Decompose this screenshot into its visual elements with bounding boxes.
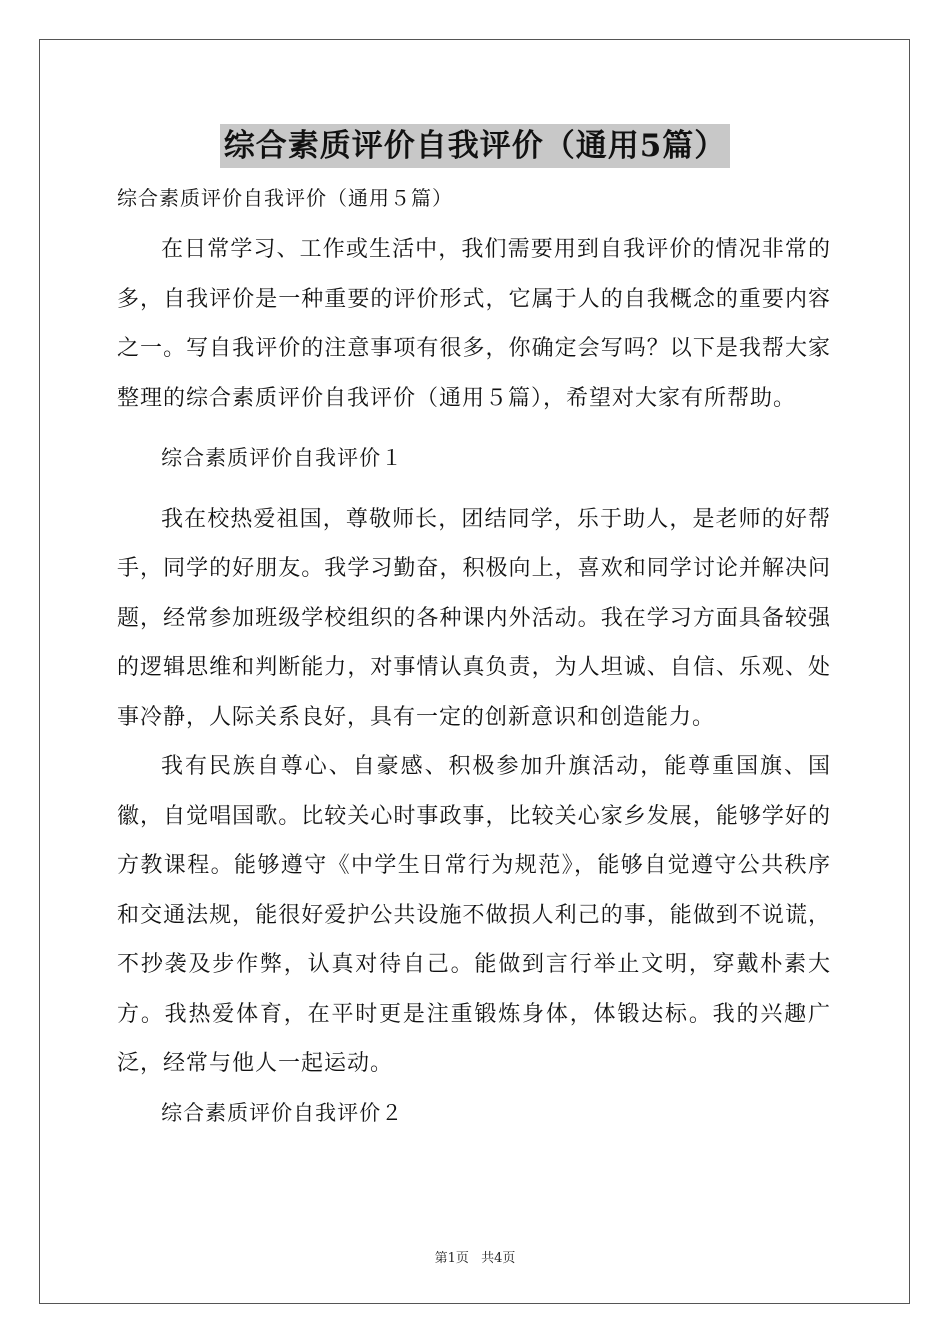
spacer <box>117 423 831 434</box>
section1-paragraph-2: 我有民族自尊心、自豪感、积极参加升旗活动，能尊重国旗、国徽，自觉唱国歌。比较关心时事政事，比较关心家乡发展，能够学好的方教课程。能够遵守《中学生日常行为规范》，能够自觉遵守公共秩序和交通法规，能很好爱护公共设施不做损人利己的事，能做到不说谎，不抄袭及步作弊，认真对待自己。能做到言行举止文明，穿戴朴素大方。我热爱体育，在平时更是注重锻炼身体，体锻达标。我的兴趣广泛，经常与他人一起运动。 <box>117 754 831 1076</box>
page-total: 共4页 <box>481 1251 516 1266</box>
section-heading-2: 综合素质评价自我评价２ <box>161 1100 404 1125</box>
section1-paragraph-1: 我在校热爱祖国，尊敬师长，团结同学，乐于助人，是老师的好帮手，同学的好朋友。我学习勤奋，积极向上，喜欢和同学讨论并解决问题，经常参加班级学校组织的各种课内外活动。我在学习方面具备较强的逻辑思维和判断能力，对事情认真负责，为人坦诚、自信、乐观、处事冷静，人际关系良好，具有一定的创新意识和创造能力。 <box>117 506 831 730</box>
document-body <box>117 178 831 1138</box>
title-wrap <box>0 124 950 168</box>
document-title: 综合素质评价自我评价（通用5篇） <box>220 124 731 168</box>
page-footer <box>0 1247 950 1266</box>
page-number: 第1页 <box>434 1251 469 1266</box>
document-subtitle: 综合素质评价自我评价（通用５篇） <box>117 186 453 210</box>
section-heading-1: 综合素质评价自我评价１ <box>161 446 404 470</box>
spacer <box>117 484 831 495</box>
intro-paragraph: 在日常学习、工作或生活中，我们需要用到自我评价的情况非常的多，自我评价是一种重要的评价形式，它属于人的自我概念的重要内容之一。写自我评价的注意事项有很多，你确定会写吗？以下是我帮大家整理的综合素质评价自我评价（通用５篇），希望对大家有所帮助。 <box>117 237 831 411</box>
